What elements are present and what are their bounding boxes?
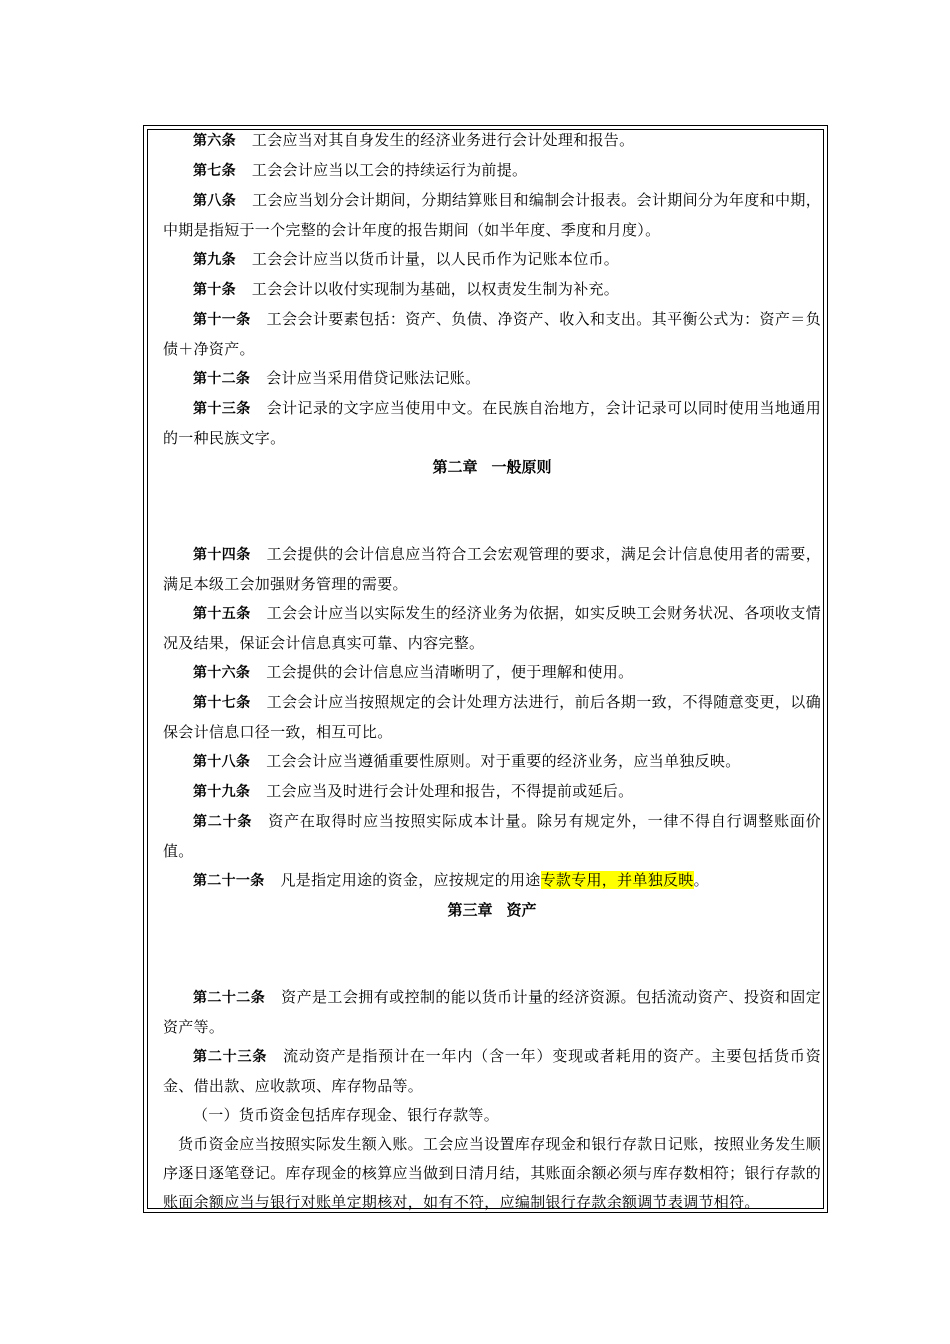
article-text: 工会应当及时进行会计处理和报告，不得提前或延后。: [266, 782, 634, 800]
article-number: 第九条: [193, 252, 236, 268]
article-text: 工会会计应当遵循重要性原则。对于重要的经济业务，应当单独反映。: [266, 752, 741, 770]
article-number: 第十六条: [193, 665, 251, 681]
blank-space: [163, 925, 821, 983]
article-11: [163, 305, 821, 364]
article-text: 凡是指定用途的资金，应按规定的用途: [280, 871, 541, 889]
article-text-end: 。: [693, 871, 709, 889]
chapter-title: 一般原则: [491, 458, 552, 476]
article-number: 第十三条: [193, 401, 251, 417]
article-8: [163, 186, 821, 245]
article-21: [163, 866, 821, 896]
article-number: 第十八条: [193, 754, 251, 770]
article-10: [163, 275, 821, 305]
article-18: [163, 747, 821, 777]
article-text: 工会会计应当以实际发生的经济业务为依据，如实反映工会财务状况、各项收支情况及结果，保证会计信息真实可靠、内容完整。: [163, 604, 821, 652]
article-7: [163, 156, 821, 186]
article-13: [163, 394, 821, 453]
article-text: 工会应当对其自身发生的经济业务进行会计处理和报告。: [251, 131, 635, 149]
article-text: 资产是工会拥有或控制的能以货币计量的经济资源。包括流动资产、投资和固定资产等。: [163, 988, 821, 1036]
chapter-2-heading: [163, 453, 821, 482]
document-body: [163, 126, 821, 1217]
article-text: 工会会计以收付实现制为基础，以权责发生制为补充。: [251, 280, 620, 298]
article-text: 工会会计应当以货币计量，以人民币作为记账本位币。: [251, 250, 620, 268]
article-number: 第十九条: [193, 784, 251, 800]
article-number: 第十四条: [193, 547, 251, 563]
article-9: [163, 245, 821, 275]
article-6: [163, 126, 821, 156]
article-number: 第十条: [193, 282, 236, 298]
article-text: 资产在取得时应当按照实际成本计量。除另有规定外，一律不得自行调整账面价值。: [163, 812, 821, 860]
chapter-3-heading: [163, 896, 821, 925]
article-text: 工会会计应当按照规定的会计处理方法进行，前后各期一致，不得随意变更，以确保会计信息口径一致，相互可比。: [163, 693, 821, 741]
article-number: 第十五条: [193, 606, 251, 622]
chapter-number: 第二章: [432, 458, 478, 476]
article-number: 第二十一条: [193, 873, 265, 889]
article-text: 会计应当采用借贷记账法记账。: [266, 369, 481, 387]
article-23: [163, 1042, 821, 1101]
article-15: [163, 599, 821, 658]
article-12: [163, 364, 821, 394]
article-number: 第八条: [193, 193, 237, 209]
article-number: 第十七条: [193, 695, 251, 711]
article-16: [163, 658, 821, 688]
chapter-number: 第三章: [447, 901, 493, 919]
article-number: 第二十条: [193, 814, 253, 830]
article-19: [163, 777, 821, 807]
article-text: 会计记录的文字应当使用中文。在民族自治地方，会计记录可以同时使用当地通用的一种民族文字。: [163, 399, 821, 447]
article-text: 工会提供的会计信息应当清晰明了，便于理解和使用。: [266, 663, 634, 681]
highlighted-text: 专款专用，并单独反映: [540, 871, 694, 889]
sub-item-1: （一）货币资金包括库存现金、银行存款等。: [193, 1106, 500, 1124]
blank-space: [163, 482, 821, 540]
article-number: 第七条: [193, 163, 236, 179]
article-17: [163, 688, 821, 747]
article-text: 工会应当划分会计期间，分期结算账目和编制会计报表。会计期间分为年度和中期，中期是指短于一个完整的会计年度的报告期间（如半年度、季度和月度）。: [163, 191, 821, 239]
body-paragraph: 货币资金应当按照实际发生额入账。工会应当设置库存现金和银行存款日记账，按照业务发生顺序逐日逐笔登记。库存现金的核算应当做到日清月结，其账面余额必须与库存数相符；银行存款的账面余额应当与银行对账单定期核对，如有不符，应编制银行存款余额调节表调节相符。: [163, 1135, 821, 1211]
article-number: 第六条: [193, 133, 236, 149]
article-number: 第二十三条: [193, 1049, 268, 1065]
article-number: 第十一条: [193, 312, 251, 328]
chapter-title: 资产: [506, 901, 537, 919]
article-14: [163, 540, 821, 599]
article-text: 流动资产是指预计在一年内（含一年）变现或者耗用的资产。主要包括货币资金、借出款、应收款项、库存物品等。: [163, 1047, 821, 1095]
article-text: 工会提供的会计信息应当符合工会宏观管理的要求，满足会计信息使用者的需要，满足本级工会加强财务管理的需要。: [163, 545, 821, 593]
article-number: 第十二条: [193, 371, 251, 387]
article-22: [163, 983, 821, 1042]
article-text: 工会会计应当以工会的持续运行为前提。: [251, 161, 528, 179]
article-number: 第二十二条: [193, 990, 266, 1006]
article-20: [163, 807, 821, 866]
article-text: 工会会计要素包括：资产、负债、净资产、收入和支出。其平衡公式为：资产＝负债＋净资产。: [163, 310, 821, 358]
